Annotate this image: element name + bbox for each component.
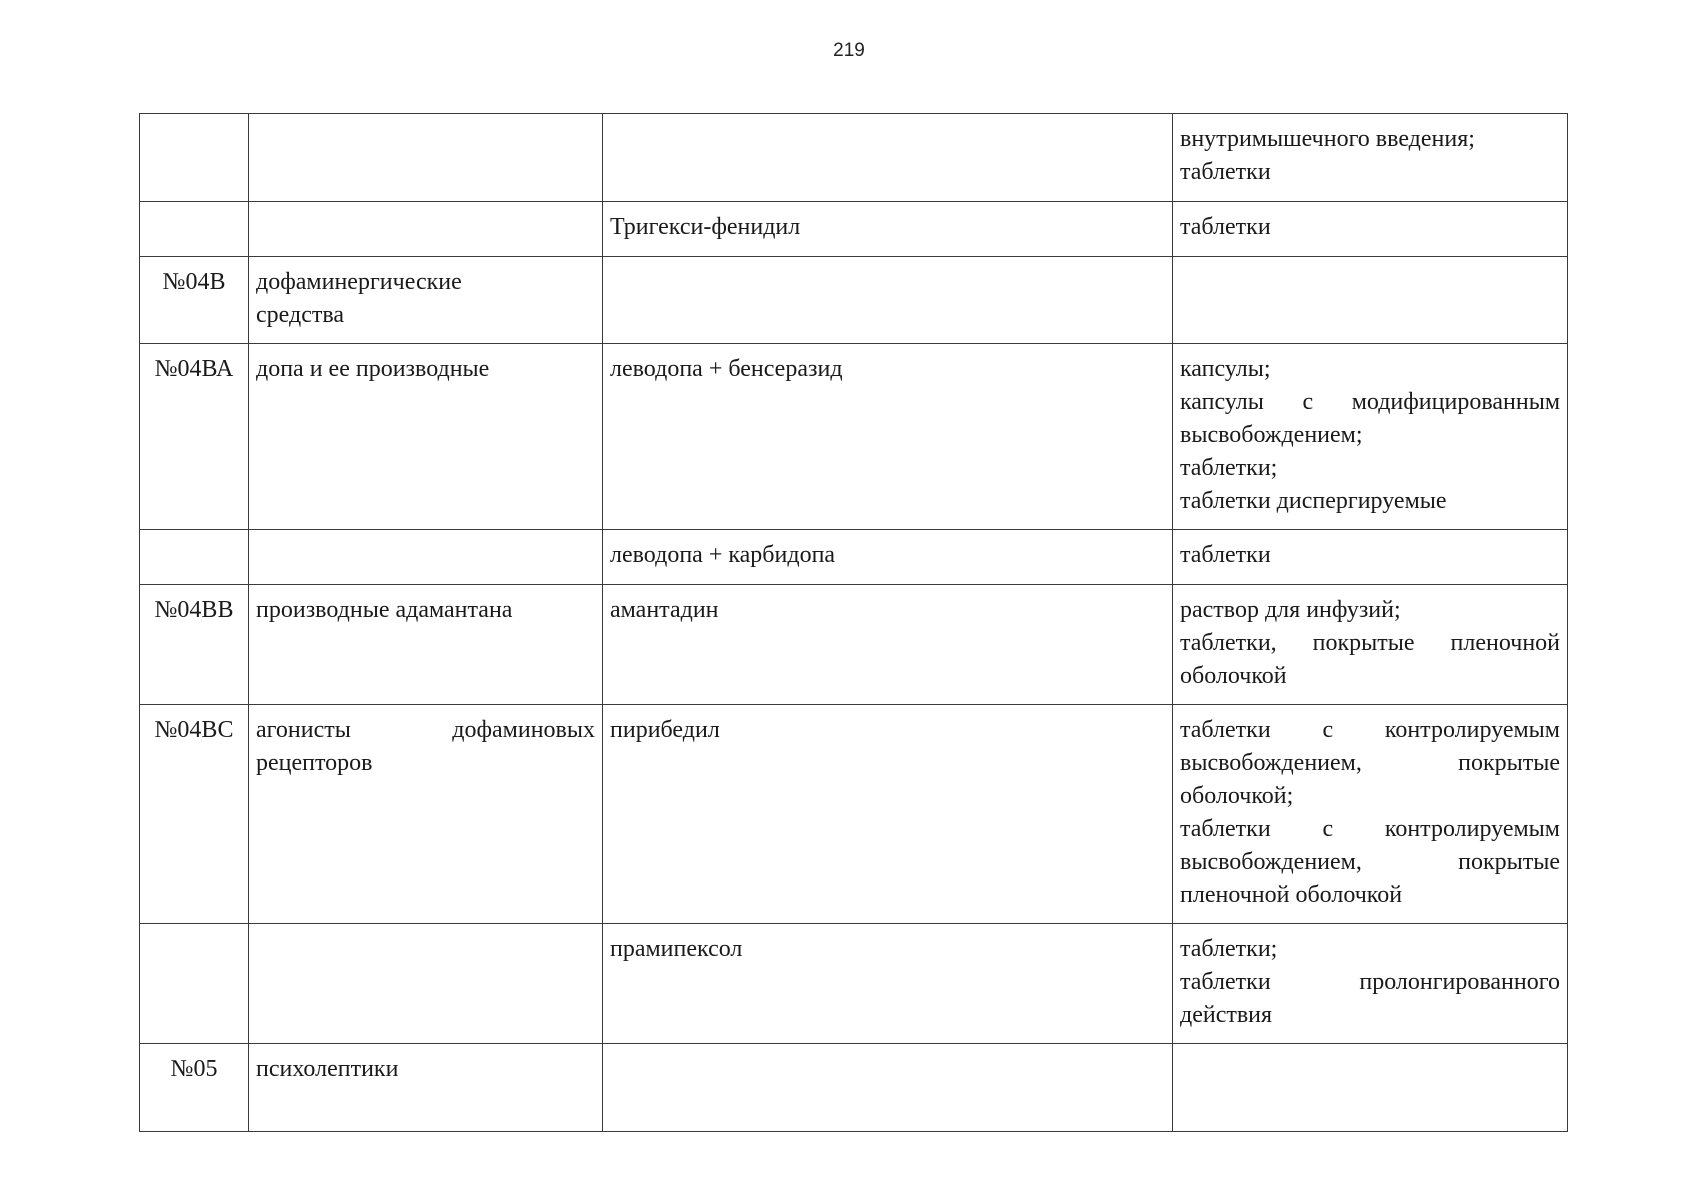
table-body bbox=[140, 114, 1568, 1132]
dosage-form-cell bbox=[1173, 530, 1568, 585]
drug-name-cell: пирибедил bbox=[603, 705, 1173, 924]
atc-code-cell: №04ВА bbox=[140, 344, 249, 530]
drug-name-cell: амантадин bbox=[603, 585, 1173, 705]
dosage-form-cell bbox=[1173, 1044, 1568, 1132]
group-name-line: дофаминергические bbox=[256, 269, 462, 295]
table-row bbox=[140, 202, 1568, 257]
drug-name-cell bbox=[603, 257, 1173, 344]
atc-code-cell bbox=[140, 530, 249, 585]
table-row bbox=[140, 114, 1568, 202]
dosage-form-line: оболочкой bbox=[1180, 663, 1287, 689]
dosage-form-line: высвобождением, покрытые bbox=[1180, 849, 1560, 875]
table-row bbox=[140, 585, 1568, 705]
group-name-cell bbox=[249, 344, 603, 530]
dosage-form-line: капсулы; bbox=[1180, 356, 1271, 382]
atc-code-cell: №04ВС bbox=[140, 705, 249, 924]
group-name-line: допа и ее производные bbox=[256, 356, 490, 382]
dosage-form-line: оболочкой; bbox=[1180, 783, 1294, 809]
table-row bbox=[140, 924, 1568, 1044]
atc-code-cell: №04В bbox=[140, 257, 249, 344]
dosage-form-line: таблетки с контролируемым bbox=[1180, 816, 1560, 842]
drug-table bbox=[139, 113, 1568, 1132]
page-number: 219 bbox=[833, 40, 865, 61]
dosage-form-line: высвобождением; bbox=[1180, 422, 1363, 448]
table-row bbox=[140, 344, 1568, 530]
dosage-form-line: высвобождением, покрытые bbox=[1180, 750, 1560, 776]
dosage-form-line: таблетки с контролируемым bbox=[1180, 717, 1560, 743]
dosage-form-cell bbox=[1173, 202, 1568, 257]
atc-code-cell bbox=[140, 202, 249, 257]
dosage-form-cell bbox=[1173, 114, 1568, 202]
group-name-cell bbox=[249, 705, 603, 924]
group-name-cell bbox=[249, 114, 603, 202]
group-name-cell bbox=[249, 924, 603, 1044]
group-name-cell bbox=[249, 202, 603, 257]
atc-code-cell: №04ВВ bbox=[140, 585, 249, 705]
dosage-form-cell bbox=[1173, 705, 1568, 924]
dosage-form-line: действия bbox=[1180, 1002, 1273, 1028]
dosage-form-cell bbox=[1173, 344, 1568, 530]
group-name-cell bbox=[249, 257, 603, 344]
dosage-form-line: таблетки пролонгированного bbox=[1180, 969, 1560, 995]
atc-code-cell bbox=[140, 924, 249, 1044]
drug-name-cell: леводопа + бенсеразид bbox=[603, 344, 1173, 530]
dosage-form-line: внутримышечного введения; bbox=[1180, 126, 1475, 152]
dosage-form-cell bbox=[1173, 924, 1568, 1044]
group-name-line: агонисты дофаминовых bbox=[256, 717, 595, 743]
dosage-form-line: таблетки bbox=[1180, 214, 1271, 240]
dosage-form-line: пленочной оболочкой bbox=[1180, 882, 1403, 908]
dosage-form-cell bbox=[1173, 257, 1568, 344]
drug-name-cell: леводопа + карбидопа bbox=[603, 530, 1173, 585]
group-name-line: рецепторов bbox=[256, 750, 373, 776]
dosage-form-line: таблетки диспергируемые bbox=[1180, 488, 1447, 514]
drug-name-cell: прамипексол bbox=[603, 924, 1173, 1044]
dosage-form-line: таблетки bbox=[1180, 159, 1271, 185]
dosage-form-line: капсулы с модифицированным bbox=[1180, 389, 1560, 415]
table-row bbox=[140, 705, 1568, 924]
group-name-cell bbox=[249, 1044, 603, 1132]
atc-code-cell bbox=[140, 114, 249, 202]
dosage-form-line: раствор для инфузий; bbox=[1180, 597, 1401, 623]
table-row bbox=[140, 257, 1568, 344]
dosage-form-line: таблетки, покрытые пленочной bbox=[1180, 630, 1560, 656]
group-name-line: производные адамантана bbox=[256, 597, 513, 623]
group-name-cell bbox=[249, 530, 603, 585]
table-row bbox=[140, 530, 1568, 585]
group-name-cell bbox=[249, 585, 603, 705]
dosage-form-cell bbox=[1173, 585, 1568, 705]
group-name-line: психолептики bbox=[256, 1056, 399, 1082]
dosage-form-line: таблетки; bbox=[1180, 455, 1278, 481]
table-row bbox=[140, 1044, 1568, 1132]
dosage-form-line: таблетки; bbox=[1180, 936, 1278, 962]
dosage-form-line: таблетки bbox=[1180, 542, 1271, 568]
group-name-line: средства bbox=[256, 302, 345, 328]
atc-code-cell: №05 bbox=[140, 1044, 249, 1132]
drug-name-cell: Тригекси-фенидил bbox=[603, 202, 1173, 257]
drug-name-cell bbox=[603, 1044, 1173, 1132]
drug-name-cell bbox=[603, 114, 1173, 202]
